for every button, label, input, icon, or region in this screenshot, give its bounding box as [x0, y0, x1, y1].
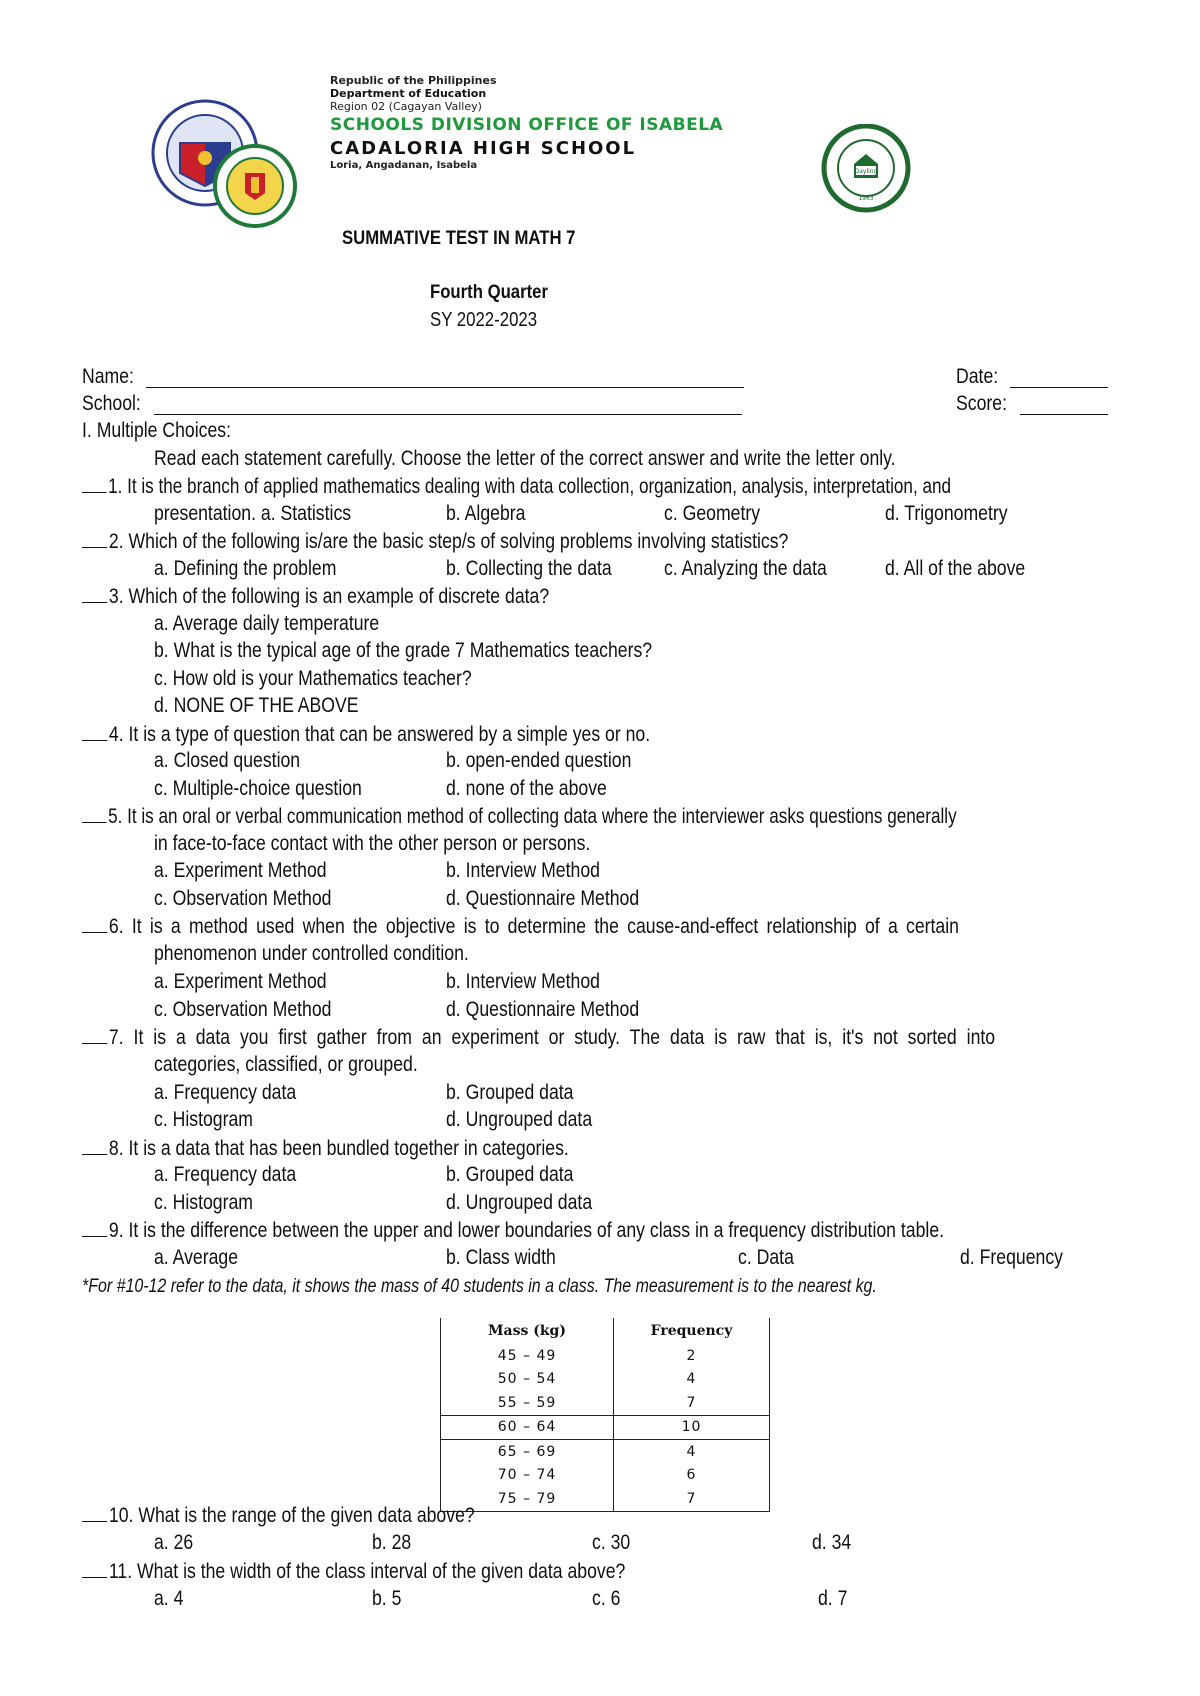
q4-option-b: b. open-ended question: [446, 749, 632, 772]
table-row: [441, 1391, 770, 1415]
q5-continuation: in face-to-face contact with the other person or persons.: [154, 832, 591, 855]
q6-option-b: b. Interview Method: [446, 970, 600, 993]
question-2: 2. Which of the following is/are the basic step/s of solving problems involving statistics?: [82, 529, 788, 554]
page-title: SUMMATIVE TEST IN MATH 7: [342, 228, 576, 249]
answer-blank-10[interactable]: [82, 1503, 107, 1522]
q3-option-c: c. How old is your Mathematics teacher?: [154, 667, 472, 690]
question-7: 7. It is a data you first gather from an experiment or study. The data is raw that is, it's not sorted into: [82, 1025, 995, 1050]
frequency-cell: 7: [614, 1487, 770, 1511]
mass-cell: 75 – 79: [441, 1487, 614, 1511]
q8-option-c: c. Histogram: [154, 1191, 254, 1214]
question-8: 8. It is a data that has been bundled together in categories.: [82, 1136, 569, 1161]
q3-option-a: a. Average daily temperature: [154, 612, 380, 635]
q1-option-b: b. Algebra: [446, 502, 526, 525]
answer-blank-6[interactable]: [82, 914, 107, 933]
mass-cell: 45 – 49: [441, 1344, 614, 1368]
question-3: 3. Which of the following is an example of discrete data?: [82, 584, 549, 609]
q11-option-a: a. 4: [154, 1587, 184, 1610]
instructions: Read each statement carefully. Choose the letter of the correct answer and write the letter only.: [154, 447, 896, 470]
q3-option-b: b. What is the typical age of the grade 7 Mathematics teachers?: [154, 639, 653, 662]
school-label: School:: [82, 392, 141, 415]
q9-option-d: d. Frequency: [960, 1246, 1063, 1269]
q2-option-b: b. Collecting the data: [446, 557, 612, 580]
q7-option-d: d. Ungrouped data: [446, 1108, 593, 1131]
table-row: [441, 1415, 770, 1440]
frequency-cell: 10: [614, 1415, 770, 1440]
question-6: 6. It is a method used when the objective is to determine the cause-and-effect relationship of a certain: [82, 914, 959, 939]
q6-option-a: a. Experiment Method: [154, 970, 327, 993]
deped-seal-left: [150, 98, 300, 228]
school-year: SY 2022-2023: [430, 309, 538, 331]
mass-cell: 65 – 69: [441, 1440, 614, 1464]
mass-cell: 50 – 54: [441, 1368, 614, 1392]
answer-blank-11[interactable]: [82, 1559, 107, 1578]
q9-option-c: c. Data: [738, 1246, 794, 1269]
q8-option-b: b. Grouped data: [446, 1163, 574, 1186]
q5-option-a: a. Experiment Method: [154, 859, 327, 882]
q7-option-c: c. Histogram: [154, 1108, 254, 1131]
question-4: 4. It is a type of question that can be answered by a simple yes or no.: [82, 722, 650, 747]
date-label: Date:: [956, 365, 999, 388]
table-row: [441, 1368, 770, 1392]
data-note: *For #10-12 refer to the data, it shows the mass of 40 students in a class. The measurement is to the nearest kg.: [82, 1276, 877, 1297]
table-row: [441, 1344, 770, 1368]
table-header-row: [441, 1318, 770, 1344]
seal-year: 1963: [858, 195, 874, 202]
section-heading: I. Multiple Choices:: [82, 419, 232, 442]
score-label: Score:: [956, 392, 1007, 415]
school-input-line[interactable]: [154, 414, 742, 415]
answer-blank-1[interactable]: [82, 474, 106, 493]
q9-option-b: b. Class width: [446, 1246, 556, 1269]
q5-option-d: d. Questionnaire Method: [446, 887, 640, 910]
q4-option-c: c. Multiple-choice question: [154, 777, 362, 800]
q7-option-b: b. Grouped data: [446, 1081, 574, 1104]
q7-continuation: categories, classified, or grouped.: [154, 1053, 418, 1076]
q11-option-d: d. 7: [818, 1587, 848, 1610]
q9-option-a: a. Average: [154, 1246, 239, 1269]
mass-frequency-table: [440, 1318, 770, 1512]
region-line: Region 02 (Cagayan Valley): [330, 100, 482, 113]
frequency-cell: 6: [614, 1464, 770, 1488]
q7-option-a: a. Frequency data: [154, 1081, 297, 1104]
mass-cell: 70 – 74: [441, 1464, 614, 1488]
answer-blank-5[interactable]: [82, 804, 106, 823]
q1-option-c: c. Geometry: [664, 502, 761, 525]
frequency-cell: 7: [614, 1391, 770, 1415]
date-input-line[interactable]: [1010, 387, 1108, 388]
q10-option-c: c. 30: [592, 1531, 631, 1554]
answer-blank-3[interactable]: [82, 584, 107, 603]
answer-blank-7[interactable]: [82, 1025, 107, 1044]
question-9: 9. It is the difference between the upper and lower boundaries of any class in a frequency distribution table.: [82, 1218, 944, 1243]
question-11: 11. What is the width of the class interval of the given data above?: [82, 1559, 625, 1584]
q1-option-d: d. Trigonometry: [885, 502, 1008, 525]
school-name: CADALORIA HIGH SCHOOL: [330, 138, 637, 159]
answer-blank-2[interactable]: [82, 529, 107, 548]
q1-option-a: presentation. a. Statistics: [154, 502, 352, 525]
q2-option-a: a. Defining the problem: [154, 557, 337, 580]
question-10: 10. What is the range of the given data above?: [82, 1503, 475, 1528]
frequency-cell: 2: [614, 1344, 770, 1368]
q11-option-c: c. 6: [592, 1587, 621, 1610]
q8-option-d: d. Ungrouped data: [446, 1191, 593, 1214]
table-row: [441, 1464, 770, 1488]
table-row: [441, 1440, 770, 1464]
table-header-mass: Mass (kg): [441, 1318, 614, 1344]
frequency-cell: 4: [614, 1368, 770, 1392]
seal-motto: Dayling: [854, 168, 878, 175]
q10-option-b: b. 28: [372, 1531, 412, 1554]
school-address: Loria, Angadanan, Isabela: [330, 160, 478, 171]
question-5: 5. It is an oral or verbal communication method of collecting data where the interviewer asks questions generally: [82, 804, 957, 829]
q5-option-c: c. Observation Method: [154, 887, 332, 910]
q11-option-b: b. 5: [372, 1587, 402, 1610]
q4-option-d: d. none of the above: [446, 777, 607, 800]
question-1: 1. It is the branch of applied mathematics dealing with data collection, organization, analysis, interpretation, and: [82, 474, 951, 499]
table-header-frequency: Frequency: [614, 1318, 770, 1344]
q10-option-d: d. 34: [812, 1531, 852, 1554]
answer-blank-8[interactable]: [82, 1136, 107, 1155]
mass-cell: 55 – 59: [441, 1391, 614, 1415]
department-line: Department of Education: [330, 87, 487, 100]
q8-option-a: a. Frequency data: [154, 1163, 297, 1186]
division-name: SCHOOLS DIVISION OFFICE OF ISABELA: [330, 115, 724, 135]
q6-continuation: phenomenon under controlled condition.: [154, 942, 469, 965]
q4-option-a: a. Closed question: [154, 749, 301, 772]
name-label: Name:: [82, 365, 134, 388]
name-input-line[interactable]: [146, 387, 744, 388]
answer-blank-9[interactable]: [82, 1218, 107, 1237]
table-row: [441, 1487, 770, 1511]
q6-option-c: c. Observation Method: [154, 998, 332, 1021]
q10-option-a: a. 26: [154, 1531, 194, 1554]
quarter-title: Fourth Quarter: [430, 282, 548, 303]
q6-option-d: d. Questionnaire Method: [446, 998, 640, 1021]
q2-option-d: d. All of the above: [885, 557, 1026, 580]
q5-option-b: b. Interview Method: [446, 859, 600, 882]
answer-blank-4[interactable]: [82, 722, 107, 741]
q3-option-d: d. NONE OF THE ABOVE: [154, 694, 359, 717]
score-input-line[interactable]: [1020, 414, 1108, 415]
mass-cell: 60 – 64: [441, 1415, 614, 1440]
cadaloria-seal-right: [818, 124, 918, 214]
frequency-cell: 4: [614, 1440, 770, 1464]
q2-option-c: c. Analyzing the data: [664, 557, 827, 580]
republic-line: Republic of the Philippines: [330, 74, 497, 87]
